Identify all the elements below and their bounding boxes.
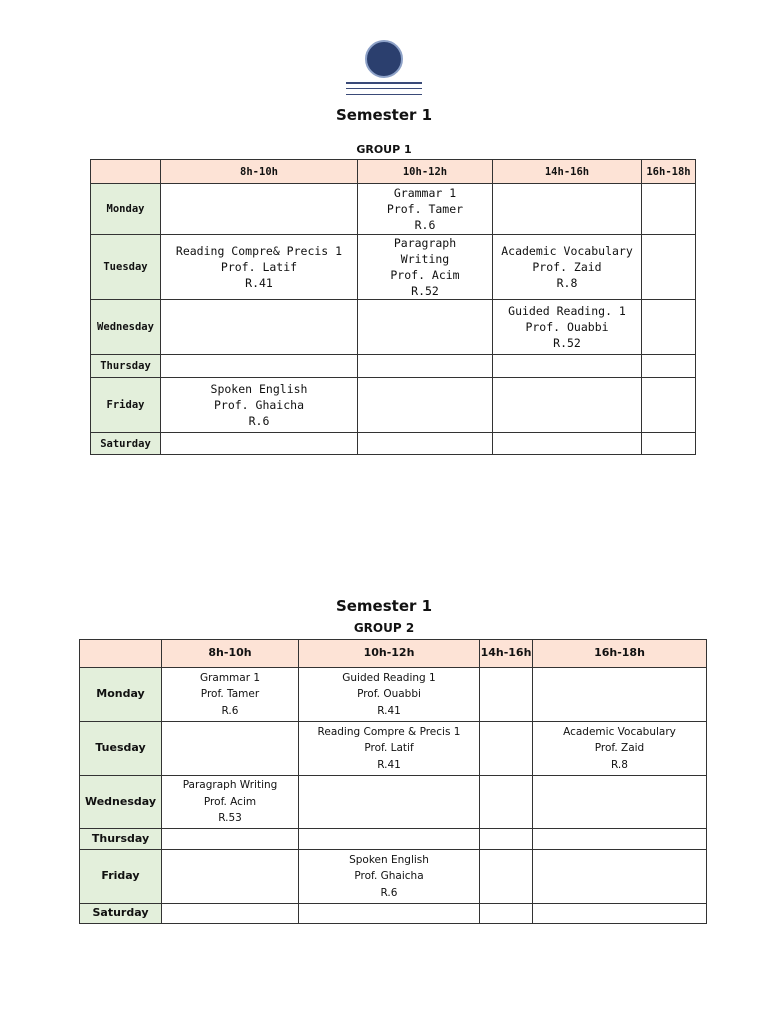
schedule-cell xyxy=(161,378,358,433)
group-2-timetable xyxy=(79,639,707,924)
table-row xyxy=(91,235,696,300)
schedule-cell xyxy=(533,776,707,829)
cell-text: Guided Reading. 1 xyxy=(508,304,626,318)
group-2-title: GROUP 2 xyxy=(353,621,415,635)
schedule-cell xyxy=(299,829,480,850)
schedule-cell xyxy=(480,668,533,722)
day-label: Friday xyxy=(80,850,162,904)
schedule-cell xyxy=(493,433,642,455)
cell-text: Prof. Acim xyxy=(203,795,257,808)
schedule-cell xyxy=(358,235,493,300)
cell-text: Academic Vocabulary xyxy=(563,725,676,738)
schedule-cell xyxy=(162,829,299,850)
cell-text: R.6 xyxy=(248,414,270,428)
schedule-cell xyxy=(642,378,696,433)
emblem-icon xyxy=(365,40,403,78)
time-header: 8h-10h xyxy=(162,640,299,668)
cell-text: Reading Compre & Precis 1 xyxy=(317,725,461,738)
cell-text: Prof. Ghaicha xyxy=(213,398,304,412)
schedule-cell xyxy=(493,355,642,378)
schedule-cell xyxy=(161,300,358,355)
schedule-cell xyxy=(533,668,707,722)
schedule-cell xyxy=(299,668,480,722)
time-header: 10h-12h xyxy=(358,160,493,184)
cell-text: R.52 xyxy=(553,336,581,350)
faculty-logo xyxy=(338,38,430,100)
cell-text: Prof. Acim xyxy=(390,268,460,282)
day-label: Friday xyxy=(91,378,161,433)
schedule-cell xyxy=(642,300,696,355)
schedule-cell xyxy=(642,235,696,300)
schedule-cell xyxy=(358,433,493,455)
table-row xyxy=(91,433,696,455)
table-row xyxy=(80,722,707,776)
table-row xyxy=(80,904,707,924)
day-label: Monday xyxy=(80,668,162,722)
cell-text: Grammar 1 xyxy=(393,186,457,200)
schedule-cell xyxy=(161,184,358,235)
table-row xyxy=(91,378,696,433)
cell-text: R.41 xyxy=(377,758,401,771)
schedule-cell xyxy=(493,378,642,433)
schedule-cell xyxy=(493,300,642,355)
schedule-cell xyxy=(642,184,696,235)
schedule-cell xyxy=(480,829,533,850)
schedule-cell xyxy=(480,850,533,904)
cell-text: Writing xyxy=(400,252,450,266)
day-label: Thursday xyxy=(80,829,162,850)
schedule-cell xyxy=(493,235,642,300)
day-label: Monday xyxy=(91,184,161,235)
schedule-cell xyxy=(162,722,299,776)
header-corner xyxy=(91,160,161,184)
day-label: Saturday xyxy=(91,433,161,455)
day-label: Saturday xyxy=(80,904,162,924)
cell-text: R.6 xyxy=(414,218,436,232)
table-row xyxy=(80,829,707,850)
schedule-cell xyxy=(161,433,358,455)
schedule-cell xyxy=(299,776,480,829)
schedule-cell xyxy=(533,829,707,850)
time-header: 14h-16h xyxy=(480,640,533,668)
time-header: 10h-12h xyxy=(299,640,480,668)
schedule-cell xyxy=(299,904,480,924)
table-row xyxy=(80,668,707,722)
table-row xyxy=(80,850,707,904)
schedule-cell xyxy=(358,184,493,235)
cell-text: Prof. Tamer xyxy=(386,202,464,216)
time-header: 8h-10h xyxy=(161,160,358,184)
schedule-cell xyxy=(161,235,358,300)
time-header: 14h-16h xyxy=(493,160,642,184)
day-label: Thursday xyxy=(91,355,161,378)
cell-text: Prof. Zaid xyxy=(532,260,602,274)
schedule-cell xyxy=(161,355,358,378)
cell-text: R.6 xyxy=(221,704,239,717)
cell-text: Paragraph xyxy=(393,236,457,250)
table-row xyxy=(91,184,696,235)
day-label: Wednesday xyxy=(80,776,162,829)
schedule-cell xyxy=(358,355,493,378)
schedule-cell xyxy=(162,776,299,829)
schedule-cell xyxy=(493,184,642,235)
schedule-cell xyxy=(642,355,696,378)
cell-text: Spoken English xyxy=(349,853,429,866)
schedule-cell xyxy=(299,722,480,776)
cell-text: Academic Vocabulary xyxy=(501,244,633,258)
cell-text: Prof. Latif xyxy=(364,742,414,755)
cell-text: R.53 xyxy=(218,812,242,825)
schedule-cell xyxy=(533,722,707,776)
cell-text: Prof. Ghaicha xyxy=(354,870,424,883)
schedule-cell xyxy=(480,904,533,924)
cell-text: Prof. Ouabbi xyxy=(357,688,421,701)
semester-title-1: Semester 1 xyxy=(335,106,433,124)
cell-text: Guided Reading 1 xyxy=(342,671,436,684)
cell-text: R.52 xyxy=(411,284,439,298)
cell-text: Prof. Ouabbi xyxy=(525,320,609,334)
schedule-cell xyxy=(162,850,299,904)
schedule-cell xyxy=(480,776,533,829)
group-1-timetable xyxy=(90,159,696,455)
table-row xyxy=(91,355,696,378)
schedule-cell xyxy=(162,668,299,722)
day-label: Tuesday xyxy=(80,722,162,776)
semester-title-2: Semester 1 xyxy=(335,597,433,615)
day-label: Tuesday xyxy=(91,235,161,300)
header-corner xyxy=(80,640,162,668)
cell-text: R.8 xyxy=(611,758,628,771)
cell-text: Reading Compre& Precis 1 xyxy=(175,244,343,258)
cell-text: R.8 xyxy=(556,276,578,290)
cell-text: R.6 xyxy=(380,886,398,899)
cell-text: Prof. Tamer xyxy=(200,688,260,701)
time-header: 16h-18h xyxy=(533,640,707,668)
time-header: 16h-18h xyxy=(642,160,696,184)
schedule-cell xyxy=(162,904,299,924)
cell-text: R.41 xyxy=(377,704,401,717)
schedule-cell xyxy=(480,722,533,776)
day-label: Wednesday xyxy=(91,300,161,355)
schedule-cell xyxy=(642,433,696,455)
group-1-title: GROUP 1 xyxy=(356,143,412,156)
cell-text: Prof. Latif xyxy=(220,260,298,274)
cell-text: Spoken English xyxy=(210,382,308,396)
table-row xyxy=(80,776,707,829)
schedule-cell xyxy=(358,300,493,355)
cell-text: Grammar 1 xyxy=(199,671,261,684)
schedule-cell xyxy=(533,904,707,924)
cell-text: Paragraph Writing xyxy=(182,779,278,792)
cell-text: R.41 xyxy=(245,276,273,290)
schedule-cell xyxy=(358,378,493,433)
cell-text: Prof. Zaid xyxy=(594,742,645,755)
schedule-cell xyxy=(533,850,707,904)
schedule-cell xyxy=(299,850,480,904)
table-row xyxy=(91,300,696,355)
